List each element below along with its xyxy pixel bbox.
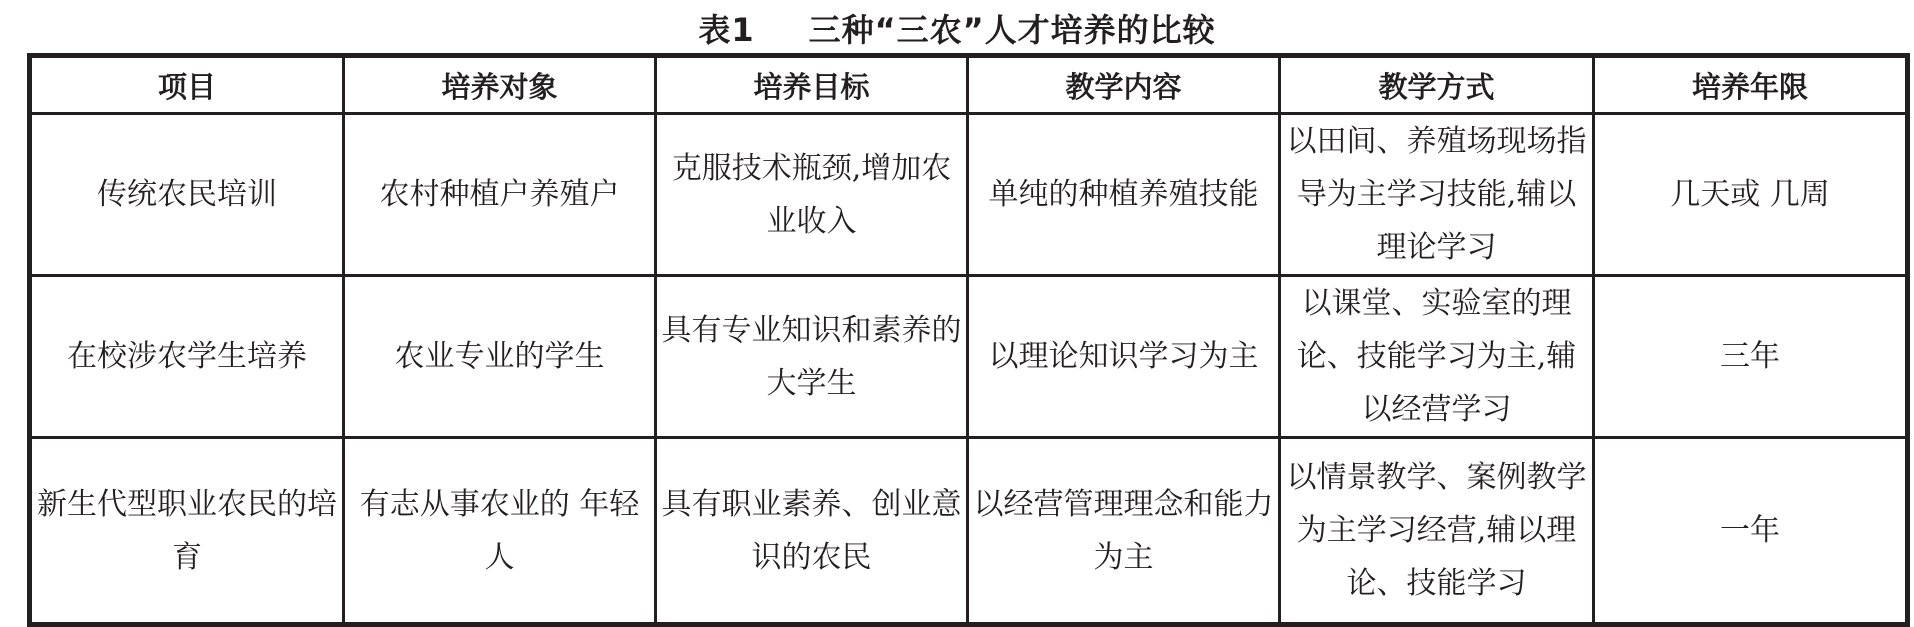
- cell-content: 单纯的种植养殖技能: [968, 114, 1280, 276]
- table-row: [30, 276, 1908, 438]
- cell-duration: 几天或 几周: [1594, 114, 1908, 276]
- table-row: [30, 114, 1908, 276]
- cell-target: 有志从事农业的 年轻人: [344, 438, 656, 625]
- comparison-table: [27, 53, 1910, 627]
- table-row: [30, 438, 1908, 625]
- table-caption: [0, 6, 1914, 50]
- cell-item: 新生代型职业农民的培育: [30, 438, 344, 625]
- header-goal: 培养目标: [656, 56, 968, 114]
- cell-goal: 具有专业知识和素养的大学生: [656, 276, 968, 438]
- cell-item: 传统农民培训: [30, 114, 344, 276]
- cell-content: 以理论知识学习为主: [968, 276, 1280, 438]
- header-method: 教学方式: [1280, 56, 1594, 114]
- cell-target: 农村种植户养殖户: [344, 114, 656, 276]
- header-content: 教学内容: [968, 56, 1280, 114]
- cell-method: 以情景教学、案例教学为主学习经营,辅以理论、技能学习: [1280, 438, 1594, 625]
- table-title: 三种“三农”人才培养的比较: [808, 11, 1216, 49]
- header-target: 培养对象: [344, 56, 656, 114]
- cell-item: 在校涉农学生培养: [30, 276, 344, 438]
- cell-method: 以田间、养殖场现场指导为主学习技能,辅以理论学习: [1280, 114, 1594, 276]
- cell-target: 农业专业的学生: [344, 276, 656, 438]
- cell-duration: 三年: [1594, 276, 1908, 438]
- table-header-row: [30, 56, 1908, 114]
- cell-goal: 克服技术瓶颈,增加农业收入: [656, 114, 968, 276]
- table-number: 表1: [698, 11, 755, 49]
- cell-content: 以经营管理理念和能力为主: [968, 438, 1280, 625]
- cell-goal: 具有职业素养、创业意识的农民: [656, 438, 968, 625]
- cell-duration: 一年: [1594, 438, 1908, 625]
- header-item: 项目: [30, 56, 344, 114]
- cell-method: 以课堂、实验室的理论、技能学习为主,辅以经营学习: [1280, 276, 1594, 438]
- header-duration: 培养年限: [1594, 56, 1908, 114]
